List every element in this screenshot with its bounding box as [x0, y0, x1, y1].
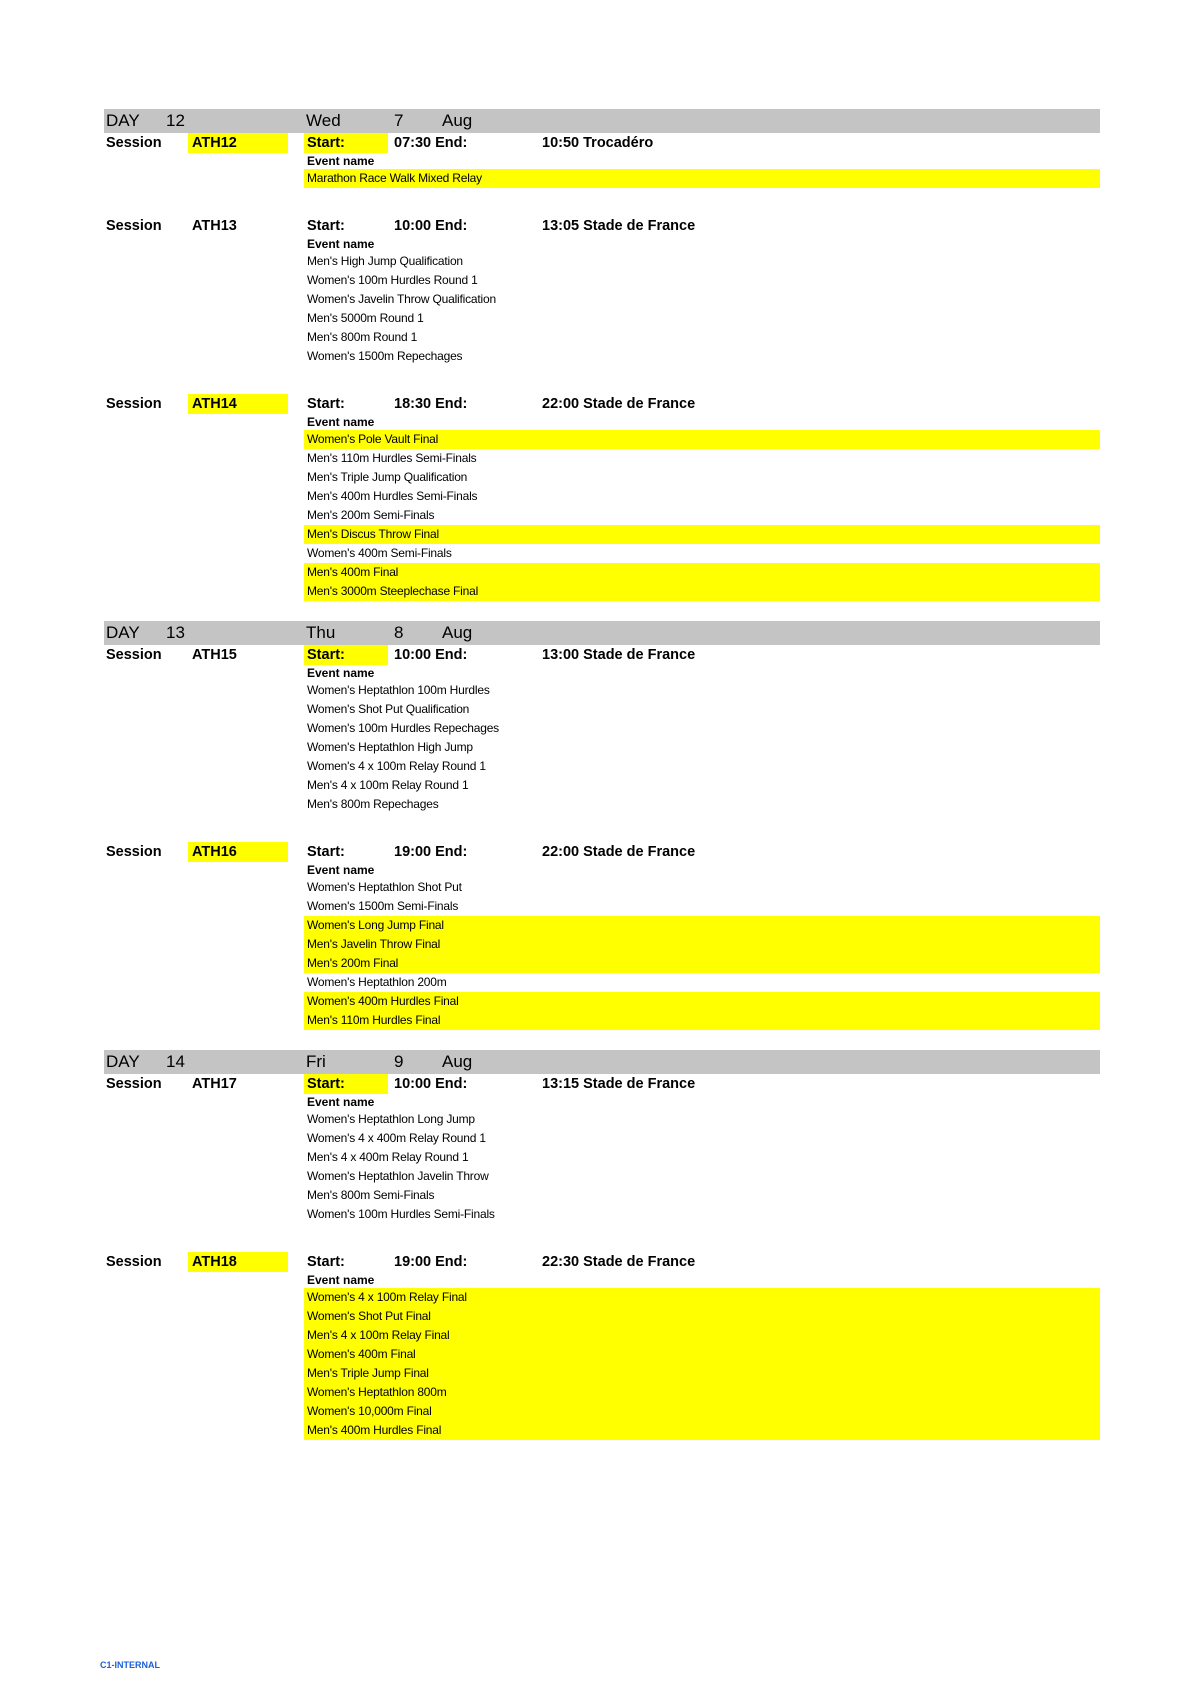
event-row: Men's 4 x 100m Relay Round 1: [307, 778, 469, 792]
final-event-row: Men's Javelin Throw Final: [304, 935, 1100, 954]
session-row: [104, 216, 1100, 236]
end-time: 13:05: [542, 218, 580, 234]
event-row: Women's 400m Semi-Finals: [307, 546, 452, 560]
event-row: Women's Heptathlon Shot Put: [307, 880, 462, 894]
event-name-header: Event name: [307, 863, 375, 877]
day-month: Aug: [442, 623, 473, 642]
event-row: Women's 100m Hurdles Round 1: [307, 273, 478, 287]
event-row: Women's Javelin Throw Qualification: [307, 292, 496, 306]
session-row: [104, 1074, 1100, 1094]
session-times: [394, 645, 467, 665]
end-time: 10:50: [542, 135, 580, 151]
day-number: 12: [166, 111, 185, 130]
final-event-row: Women's Shot Put Final: [304, 1307, 1100, 1326]
event-row: Men's Triple Jump Qualification: [307, 470, 468, 484]
day-date: 9: [394, 1052, 404, 1071]
event-row: Men's 5000m Round 1: [307, 311, 424, 325]
event-row: Men's High Jump Qualification: [307, 254, 463, 268]
event-name-header: Event name: [307, 154, 375, 168]
session-times: [394, 133, 467, 153]
start-time: 19:00: [394, 1254, 432, 1270]
event-name-header: Event name: [307, 415, 375, 429]
final-event-row: Women's 4 x 100m Relay Final: [304, 1288, 1100, 1307]
event-row: Men's 200m Semi-Finals: [307, 508, 435, 522]
event-row: Women's Shot Put Qualification: [307, 702, 470, 716]
final-event-row: Women's Pole Vault Final: [304, 430, 1100, 449]
session-end: [542, 133, 653, 153]
event-row: Women's 4 x 100m Relay Round 1: [307, 759, 486, 773]
day-header: [104, 109, 1100, 133]
day-of-week: Fri: [306, 1052, 326, 1071]
final-event-row: Men's 3000m Steeplechase Final: [304, 582, 1100, 601]
venue: Stade de France: [583, 1076, 696, 1092]
start-label: Start:: [307, 218, 345, 234]
session-row: [104, 133, 1100, 153]
day-number: 13: [166, 623, 185, 642]
event-row: Women's 1500m Repechages: [307, 349, 463, 363]
final-event-row: Men's 110m Hurdles Final: [304, 1011, 1100, 1030]
day-number: 14: [166, 1052, 185, 1071]
session-block: [104, 645, 1100, 814]
end-label: End:: [435, 1254, 468, 1270]
event-row: Women's 4 x 400m Relay Round 1: [307, 1131, 486, 1145]
final-event-row: Marathon Race Walk Mixed Relay: [304, 169, 1100, 188]
day-header: [104, 1050, 1100, 1074]
venue: Stade de France: [583, 844, 696, 860]
end-time: 13:00: [542, 647, 580, 663]
final-event-row: Women's 400m Final: [304, 1345, 1100, 1364]
session-times: [394, 842, 467, 862]
day-label: DAY: [106, 111, 140, 130]
end-label: End:: [435, 218, 468, 234]
session-end: [542, 842, 695, 862]
final-event-row: Men's 400m Hurdles Final: [304, 1421, 1100, 1440]
event-name-header: Event name: [307, 1095, 375, 1109]
venue: Stade de France: [583, 1254, 696, 1270]
session-code: ATH13: [192, 218, 237, 234]
session-spacer: [104, 188, 1100, 216]
event-row: Women's 100m Hurdles Semi-Finals: [307, 1207, 495, 1221]
event-row: Women's Heptathlon 200m: [307, 975, 447, 989]
start-label: Start:: [304, 133, 388, 153]
session-times: [394, 1252, 467, 1272]
session-label: Session: [106, 218, 162, 234]
session-code: ATH15: [192, 647, 237, 663]
schedule: [104, 109, 1100, 1440]
event-row: Men's 110m Hurdles Semi-Finals: [307, 451, 477, 465]
final-event-row: Women's 400m Hurdles Final: [304, 992, 1100, 1011]
final-event-row: Men's Discus Throw Final: [304, 525, 1100, 544]
day-label: DAY: [106, 1052, 140, 1071]
day-of-week: Thu: [306, 623, 336, 642]
event-row: Women's 1500m Semi-Finals: [307, 899, 459, 913]
start-time: 18:30: [394, 396, 432, 412]
day-date: 8: [394, 623, 404, 642]
session-code: ATH16: [188, 842, 288, 862]
day-month: Aug: [442, 111, 473, 130]
end-time: 22:30: [542, 1254, 580, 1270]
venue: Stade de France: [583, 647, 696, 663]
session-code: ATH14: [188, 394, 288, 414]
session-times: [394, 1074, 467, 1094]
classification-footer: C1-INTERNAL: [100, 1660, 160, 1670]
event-row: Women's Heptathlon 100m Hurdles: [307, 683, 490, 697]
session-label: Session: [106, 1254, 162, 1270]
session-label: Session: [106, 1076, 162, 1092]
start-label: Start:: [307, 396, 345, 412]
end-time: 22:00: [542, 396, 580, 412]
start-label: Start:: [307, 1254, 345, 1270]
start-time: 10:00: [394, 1076, 432, 1092]
event-row: Women's Heptathlon Javelin Throw: [307, 1169, 489, 1183]
event-row: Men's 800m Round 1: [307, 330, 418, 344]
session-end: [542, 1074, 695, 1094]
venue: Stade de France: [583, 218, 696, 234]
start-label: Start:: [304, 645, 388, 665]
start-time: 10:00: [394, 647, 432, 663]
session-spacer: [104, 814, 1100, 842]
end-label: End:: [435, 647, 468, 663]
day-month: Aug: [442, 1052, 473, 1071]
session-end: [542, 394, 695, 414]
end-label: End:: [435, 396, 468, 412]
end-time: 22:00: [542, 844, 580, 860]
session-label: Session: [106, 844, 162, 860]
start-time: 10:00: [394, 218, 432, 234]
session-row: [104, 842, 1100, 862]
session-block: [104, 216, 1100, 366]
session-label: Session: [106, 135, 162, 151]
event-row: Women's Heptathlon High Jump: [307, 740, 473, 754]
session-code: ATH18: [188, 1252, 288, 1272]
start-time: 07:30: [394, 135, 432, 151]
day-header: [104, 621, 1100, 645]
day-label: DAY: [106, 623, 140, 642]
event-row: Men's 400m Hurdles Semi-Finals: [307, 489, 478, 503]
session-end: [542, 216, 695, 236]
end-label: End:: [435, 844, 468, 860]
final-event-row: Men's 400m Final: [304, 563, 1100, 582]
day-spacer: [104, 601, 1100, 621]
day-date: 7: [394, 111, 404, 130]
day-spacer: [104, 1030, 1100, 1050]
end-label: End:: [435, 1076, 468, 1092]
event-name-header: Event name: [307, 666, 375, 680]
session-block: [104, 1074, 1100, 1224]
venue: Trocadéro: [583, 135, 654, 151]
event-name-header: Event name: [307, 1273, 375, 1287]
session-spacer: [104, 366, 1100, 394]
session-block: [104, 133, 1100, 188]
final-event-row: Men's 200m Final: [304, 954, 1100, 973]
start-label: Start:: [304, 1074, 388, 1094]
end-time: 13:15: [542, 1076, 580, 1092]
session-end: [542, 645, 695, 665]
end-label: End:: [435, 135, 468, 151]
session-spacer: [104, 1224, 1100, 1252]
event-row: Men's 800m Repechages: [307, 797, 439, 811]
event-row: Women's 100m Hurdles Repechages: [307, 721, 499, 735]
session-code: ATH12: [188, 133, 288, 153]
event-row: Women's Heptathlon Long Jump: [307, 1112, 475, 1126]
final-event-row: Women's Long Jump Final: [304, 916, 1100, 935]
session-block: [104, 842, 1100, 1030]
final-event-row: Men's 4 x 100m Relay Final: [304, 1326, 1100, 1345]
session-block: [104, 1252, 1100, 1440]
session-row: [104, 394, 1100, 414]
venue: Stade de France: [583, 396, 696, 412]
session-end: [542, 1252, 695, 1272]
final-event-row: Men's Triple Jump Final: [304, 1364, 1100, 1383]
session-row: [104, 1252, 1100, 1272]
session-label: Session: [106, 647, 162, 663]
day-of-week: Wed: [306, 111, 341, 130]
session-times: [394, 394, 467, 414]
session-times: [394, 216, 467, 236]
final-event-row: Women's 10,000m Final: [304, 1402, 1100, 1421]
session-code: ATH17: [192, 1076, 237, 1092]
event-name-header: Event name: [307, 237, 375, 251]
session-block: [104, 394, 1100, 601]
event-row: Men's 4 x 400m Relay Round 1: [307, 1150, 469, 1164]
final-event-row: Women's Heptathlon 800m: [304, 1383, 1100, 1402]
start-time: 19:00: [394, 844, 432, 860]
session-label: Session: [106, 396, 162, 412]
event-row: Men's 800m Semi-Finals: [307, 1188, 435, 1202]
session-row: [104, 645, 1100, 665]
start-label: Start:: [307, 844, 345, 860]
